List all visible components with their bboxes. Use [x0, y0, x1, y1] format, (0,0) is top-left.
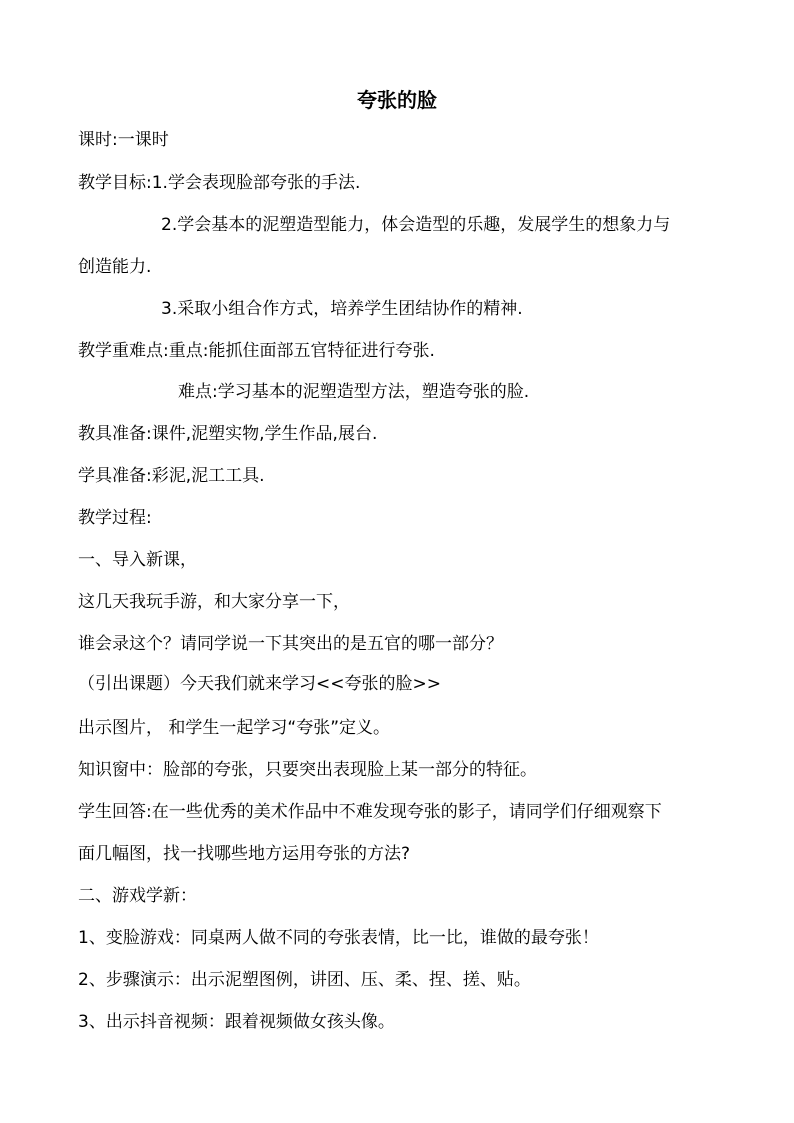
text-line: 学生回答:在一些优秀的美术作品中不难发现夸张的影子，请同学们仔细观察下	[78, 802, 662, 822]
text-line: 创造能力.	[78, 257, 152, 277]
text-line: 1、变脸游戏：同桌两人做不同的夸张表情，比一比，谁做的最夸张！	[78, 928, 599, 948]
text-line: 教学重难点:重点:能抓住面部五官特征进行夸张.	[78, 341, 435, 361]
text-line: 2、步骤演示：出示泥塑图例，讲团、压、柔、捏、搓、贴。	[78, 970, 531, 990]
text-line: 课时:一课时	[78, 130, 169, 150]
text-line: 面几幅图，找一找哪些地方运用夸张的方法?	[78, 844, 411, 864]
text-line: 这几天我玩手游，和大家分享一下，	[78, 592, 350, 612]
text-line: 难点:学习基本的泥塑造型方法，塑造夸张的脸.	[178, 382, 530, 402]
text-line: 教学过程:	[78, 508, 152, 528]
text-line: 学具准备:彩泥,泥工工具.	[78, 466, 265, 486]
text-line: 一、导入新课，	[78, 550, 197, 570]
document-title: 夸张的脸	[357, 88, 437, 112]
text-line: 教学目标:1.学会表现脸部夸张的手法.	[78, 173, 361, 193]
text-line: 3、出示抖音视频：跟着视频做女孩头像。	[78, 1012, 395, 1032]
text-line: 3.采取小组合作方式，培养学生团结协作的精神.	[161, 299, 523, 319]
text-line: 二、游戏学新：	[78, 886, 197, 906]
text-line: 谁会录这个？请同学说一下其突出的是五官的哪一部分？	[78, 634, 503, 654]
text-line: 2.学会基本的泥塑造型能力，体会造型的乐趣，发展学生的想象力与	[161, 215, 671, 235]
text-line: 出示图片， 和学生一起学习“夸张”定义。	[78, 718, 391, 738]
text-line: 知识窗中：脸部的夸张，只要突出表现脸上某一部分的特征。	[78, 760, 537, 780]
text-line: 教具准备:课件,泥塑实物,学生作品,展台.	[78, 424, 378, 444]
text-line: （引出课题）今天我们就来学习<<夸张的脸>>	[78, 674, 441, 694]
